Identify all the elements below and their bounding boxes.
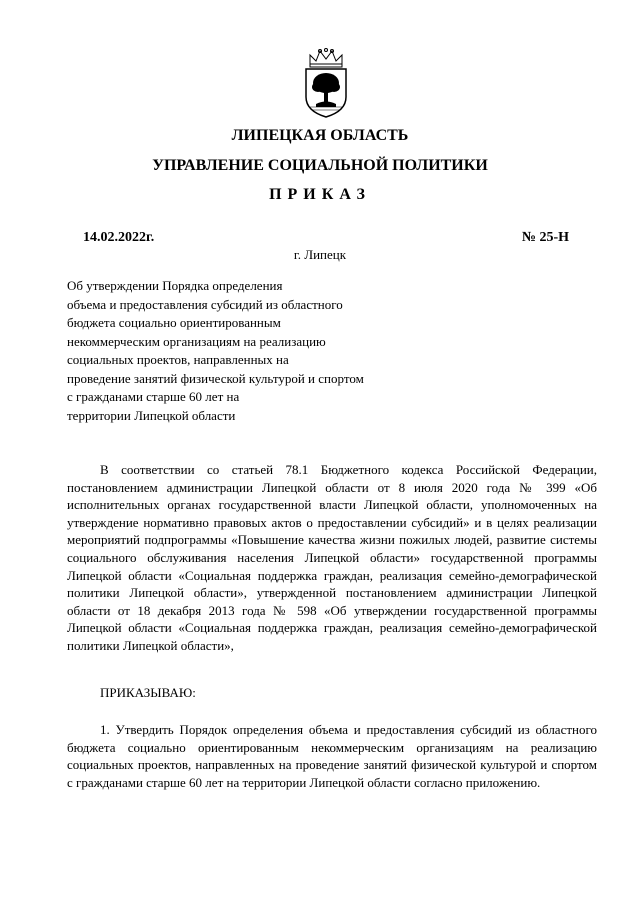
order-date: 14.02.2022г. (83, 230, 155, 245)
preamble-paragraph: В соответствии со статьей 78.1 Бюджетного кодекса Российской Федерации, постановлением администрации Липецкой области от 8 июля 2020 года № 399 «Об исполнительных органах государственной власти Липецкой области, уполномоченных на утверждение нормативно правовых актов о предоставлении субсидий» и в целях реализации мероприятий подпрограммы «Повышение качества жизни пожилых людей, развитие системы социального обслуживания населения Липецкой области» государственной программы Липецкой области «Социальная поддержка граждан, реализация семейно-демографической политики Липецкой области», утвержденной постановлением администрации Липецкой области от 18 декабря 2013 года № 598 «Об утверждении государственной программы Липецкой области «Социальная поддержка граждан, реализация семейно-демографической политики Липецкой области», (67, 462, 597, 653)
subject-line: социальных проектов, направленных на (67, 352, 289, 367)
subject-line: с гражданами старше 60 лет на (67, 389, 240, 404)
subject-line: проведение занятий физической культурой и спортом (67, 370, 364, 386)
order-item-1: 1. Утвердить Порядок определения объема и предоставления субсидий из областного бюджета социально ориентированным некоммерческим организациям на реализацию социальных проектов, направленных на проведение занятий физической культурой и спортом с гражданами старше 60 лет на территории Липецкой области согласно приложению. (67, 722, 597, 790)
subject-line: некоммерческим организациям на реализацию (67, 333, 326, 349)
coat-of-arms-emblem (302, 47, 350, 119)
city-name: г. Липецк (293, 247, 347, 262)
subject-line: бюджета социально ориентированным (67, 315, 281, 330)
order-number: № 25-Н (521, 230, 569, 245)
document-type-title: ПРИКАЗ (269, 186, 371, 203)
subject-line: объема и предоставления субсидий из областного (67, 296, 343, 312)
subject-line: Об утверждении Порядка определения (67, 278, 283, 293)
region-title: ЛИПЕЦКАЯ ОБЛАСТЬ (231, 127, 409, 144)
subject-line: территории Липецкой области (67, 407, 236, 423)
order-directive: ПРИКАЗЫВАЮ: (100, 685, 196, 700)
department-title: УПРАВЛЕНИЕ СОЦИАЛЬНОЙ ПОЛИТИКИ (152, 157, 488, 174)
order-subject (67, 277, 437, 425)
